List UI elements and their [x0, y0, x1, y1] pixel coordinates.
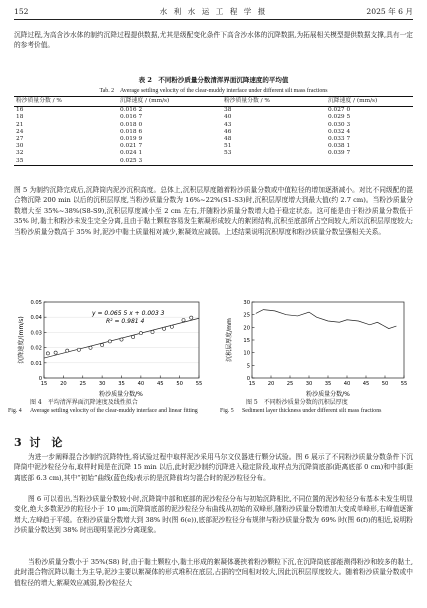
figure-4-caption-en — [8, 408, 213, 415]
table-cell: 0.029 5 — [328, 114, 351, 121]
figure-5-frame — [252, 302, 404, 378]
data-point — [190, 316, 193, 319]
y-tick-label: 20 — [243, 325, 250, 332]
table-cell: 30 — [16, 143, 24, 150]
data-point — [139, 332, 142, 335]
figure-4-x-ticks — [38, 376, 203, 388]
x-tick-label: 30 — [305, 381, 313, 387]
data-point — [170, 325, 173, 328]
y-tick-label: 25 — [243, 312, 250, 319]
settling-velocity-table — [14, 96, 413, 166]
figure-4-equation: y = 0.065 5 x + 0.003 3 — [92, 310, 165, 317]
figure-5-chart — [222, 296, 414, 398]
x-tick-label: 30 — [98, 381, 106, 387]
data-point — [151, 330, 154, 333]
x-tick-label: 45 — [362, 381, 370, 387]
x-tick-label: 15 — [40, 381, 48, 387]
table-cell: 0.033 7 — [328, 136, 351, 143]
data-point — [46, 352, 49, 355]
table-row — [14, 150, 413, 157]
table-cell: 0.024 1 — [120, 150, 143, 157]
table-header-cell: 粉沙质量分数 / % — [14, 97, 118, 107]
data-point — [54, 351, 57, 354]
table-cell: 18 — [16, 114, 24, 121]
section-number: 3 — [14, 436, 22, 449]
table-cell: 0.018 6 — [120, 128, 143, 135]
x-tick-label: 20 — [267, 381, 275, 387]
figure-5-x-ticks — [246, 376, 408, 388]
table-row — [14, 158, 413, 166]
x-tick-label: 20 — [60, 381, 67, 387]
body-paragraph: 图 5 为制约沉降完成后,沉降筒内泥沙沉积高度。总体上,沉积层厚度随着粉沙质量分数或中值粒径的增加逐渐减小。对比不同级配的混合物沉降 200 min 以后的沉积层厚度,当粉沙质量分数为 16%~22%(S1-S3)时,沉积层厚度增大到最大值(约 2.7 cm)。当粉沙质量分数增大至 35%~38%(S8-S9),沉积层厚度减小至 2 cm 左右,并随粉沙质量分数增大趋于稳定状态。这可能是由于粉沙质量分数低于 35% 时,黏土和粉沙未发生完全分离,且由于黏土颗粒容易发生絮凝形成较大的絮团结构,沉积至底部所占空间较大,所以沉积层厚度较大;当粉沙质量分数高于 35% 时,泥沙中黏土质量相对减少,絮凝效应减弱。上述结果说明沉积厚度和粉沙质量分数呈强相关关系。 — [14, 186, 413, 236]
discussion-paragraph-2: 图 6 可以看出,当粉沙质量分数较小时,沉降筒中部和底部的泥沙粒径分布与初始沉降相比,不同位置的泥沙粒径分布基本未发生明显变化,绝大多数泥沙的粒径小于 10 μm;沉降筒底部的泥沙粒径分布曲线从初始的双峰形,随粉沙质量分数增加大变成单峰形,右峰值逐渐增大,左峰趋于平缓。在粉沙质量分数增大到 38% 时(图 6(e)),底部泥沙粒径分布规律与粉沙质量分数为 69% 时(图 6(f))的相近,说明粉沙质量分数达到 38% 时出现明显泥沙分离现象。 — [14, 495, 413, 535]
data-point — [77, 348, 80, 351]
table-cell — [222, 158, 326, 166]
figure-4-caption-en-text: Average settling velocity of the clear-muddy interface and linear fitting — [30, 408, 198, 414]
section-title: 讨 论 — [29, 436, 63, 449]
table-header-row — [14, 97, 413, 107]
table-cell: 46 — [224, 128, 232, 135]
figure-5-x-label: 粉沙质量分数/% — [306, 391, 350, 398]
table-cell: 27 — [16, 136, 24, 143]
table-cell: 35 — [14, 158, 118, 166]
table-header-cell: 沉降速度 / (mm/s) — [326, 97, 413, 107]
table-cell: 38 — [224, 107, 232, 114]
section-heading — [14, 434, 62, 450]
figure-5-caption-en — [220, 408, 420, 415]
y-tick-label: 0 — [38, 376, 42, 382]
x-tick-label: 15 — [248, 381, 256, 387]
table-cell: 0.039 7 — [328, 150, 351, 157]
table-cell: 0.018 0 — [120, 121, 143, 128]
table-cell — [326, 158, 413, 166]
x-tick-label: 40 — [343, 381, 351, 387]
figure-5-caption-en-text: Sediment layer thickness under different silt mass fractions — [242, 408, 382, 414]
table-header-cell: 沉降速度 / (mm/s) — [118, 97, 222, 107]
table-row — [14, 114, 413, 121]
table-cell: 16 — [16, 107, 24, 114]
journal-title: 水 利 水 运 工 程 学 报 — [159, 7, 268, 16]
table-row — [14, 136, 413, 143]
table-cell: 48 — [224, 136, 232, 143]
page-number: 152 — [14, 7, 29, 16]
figure-4-chart — [14, 296, 209, 398]
table-row — [14, 122, 413, 129]
figure-4-y-label: 沉降速度/(mm/s) — [18, 316, 25, 364]
x-tick-label: 40 — [137, 381, 145, 387]
data-point — [108, 340, 111, 343]
y-tick-label: 0 — [246, 376, 250, 382]
x-tick-label: 25 — [79, 381, 87, 387]
data-point — [182, 318, 185, 321]
x-tick-label: 35 — [324, 381, 332, 387]
data-point — [132, 335, 135, 338]
x-tick-label: 50 — [381, 381, 389, 387]
data-point — [66, 349, 69, 352]
table-cell: 40 — [224, 114, 232, 121]
table-cell: 0.016 2 — [120, 107, 143, 114]
data-point — [120, 338, 123, 341]
x-tick-label: 35 — [118, 381, 125, 387]
figure-4-r2: R² = 0.981 4 — [106, 318, 145, 325]
y-tick-label: 0.03 — [30, 330, 42, 337]
issue-date: 2025 年 6 月 — [366, 7, 413, 16]
table-cell: 0.038 1 — [328, 143, 351, 150]
data-point — [163, 327, 166, 330]
page-header — [14, 5, 413, 20]
y-tick-label: 0.04 — [30, 315, 42, 322]
table-row — [14, 107, 413, 115]
y-tick-label: 15 — [243, 338, 250, 344]
figure-5-label: Fig. 5 — [220, 408, 234, 414]
table-caption-en: Tab. 2 Average settling velocity of the clear-muddy interface under different silt mass fractions — [99, 88, 328, 94]
figure-5-series-line — [256, 310, 397, 329]
discussion-paragraph-1: 为进一步阐释混合沙制约沉降特性,将试验过程中取样泥沙采用马尔文仪器进行颗分试验。图 6 展示了不同粉沙质量分数条件下沉降筒中泥沙粒径分布,取样时间是在沉降 15 min 以后,此时泥沙制约沉降进入稳定阶段,取样点为沉降筒底部(距离底部 0 cm)和中部(距离底部 6.3 cm),其中“初始”曲线(蓝色线)表示的是沉降前均匀混合时的泥沙粒径分布。 — [14, 453, 413, 482]
x-tick-label: 55 — [400, 381, 408, 387]
table-cell: 24 — [16, 128, 24, 135]
table-cell: 0.030 3 — [328, 121, 351, 128]
table-caption-cn: 表 2 不同粉沙质量分数清浑界面沉降速度的平均值 — [138, 76, 289, 84]
intro-paragraph: 沉降过程,为高含沙水体的制约沉降过程提供数据,尤其是级配变化条件下高含沙水体的沉降数据,为拓展相关模型提供数据支撑,具有一定的参考价值。 — [14, 31, 413, 50]
figure-4-label: Fig. 4 — [8, 408, 22, 414]
x-tick-label: 45 — [156, 381, 164, 387]
table-cell: 43 — [224, 121, 232, 128]
data-point — [89, 346, 92, 349]
table-header-cell: 粉沙质量分数 / % — [222, 97, 326, 107]
table-cell: 53 — [224, 150, 232, 157]
data-point — [101, 343, 104, 346]
figure-5-caption-cn: 图 5 不同粉沙质量分数的沉积层厚度 — [246, 399, 348, 406]
table-row — [14, 143, 413, 150]
figure-4-x-label: 粉沙质量分数/% — [99, 391, 143, 398]
discussion-paragraph-3: 当粉沙质量分数小于 35%(S8) 时,由于黏土颗粒小,黏土形成的絮凝体裹挟着粉沙颗粒下沉,在沉降筒底部能测得粉沙和较多的黏土,此时混合物沉降以黏土为主导,泥沙主要以絮凝体的形式堆积在底层,占据的空间相对较大,因此沉积层厚度较大。随着粉沙质量分数或中值粒径的增大,絮凝效应减弱,粉沙粒径大 — [14, 558, 413, 587]
y-tick-label: 0.01 — [30, 360, 42, 367]
table-cell: 21 — [16, 121, 24, 128]
figure-5-y-label: 沉积层厚度/mm — [226, 318, 233, 362]
figure-5-y-ticks — [243, 300, 254, 382]
y-tick-label: 0.05 — [30, 300, 42, 306]
x-tick-label: 25 — [286, 381, 294, 387]
table-cell: 0.032 4 — [328, 128, 351, 135]
table-cell: 0.027 0 — [328, 107, 351, 114]
y-tick-label: 5 — [246, 363, 250, 370]
y-tick-label: 30 — [243, 300, 250, 306]
y-tick-label: 0.02 — [30, 345, 42, 352]
table-cell: 0.019 9 — [120, 136, 143, 143]
table-cell: 0.016 7 — [120, 114, 143, 121]
table-cell: 32 — [16, 150, 24, 157]
figure-4-caption-cn: 图 4 平均清浑界面沉降速度及线性拟合 — [30, 399, 138, 406]
table-cell: 0.021 7 — [120, 143, 143, 150]
table-cell: 0.025 3 — [118, 158, 222, 166]
table-cell: 51 — [224, 143, 232, 150]
y-tick-label: 10 — [243, 350, 250, 357]
table-row — [14, 129, 413, 136]
x-tick-label: 55 — [195, 381, 203, 387]
x-tick-label: 50 — [176, 381, 183, 387]
